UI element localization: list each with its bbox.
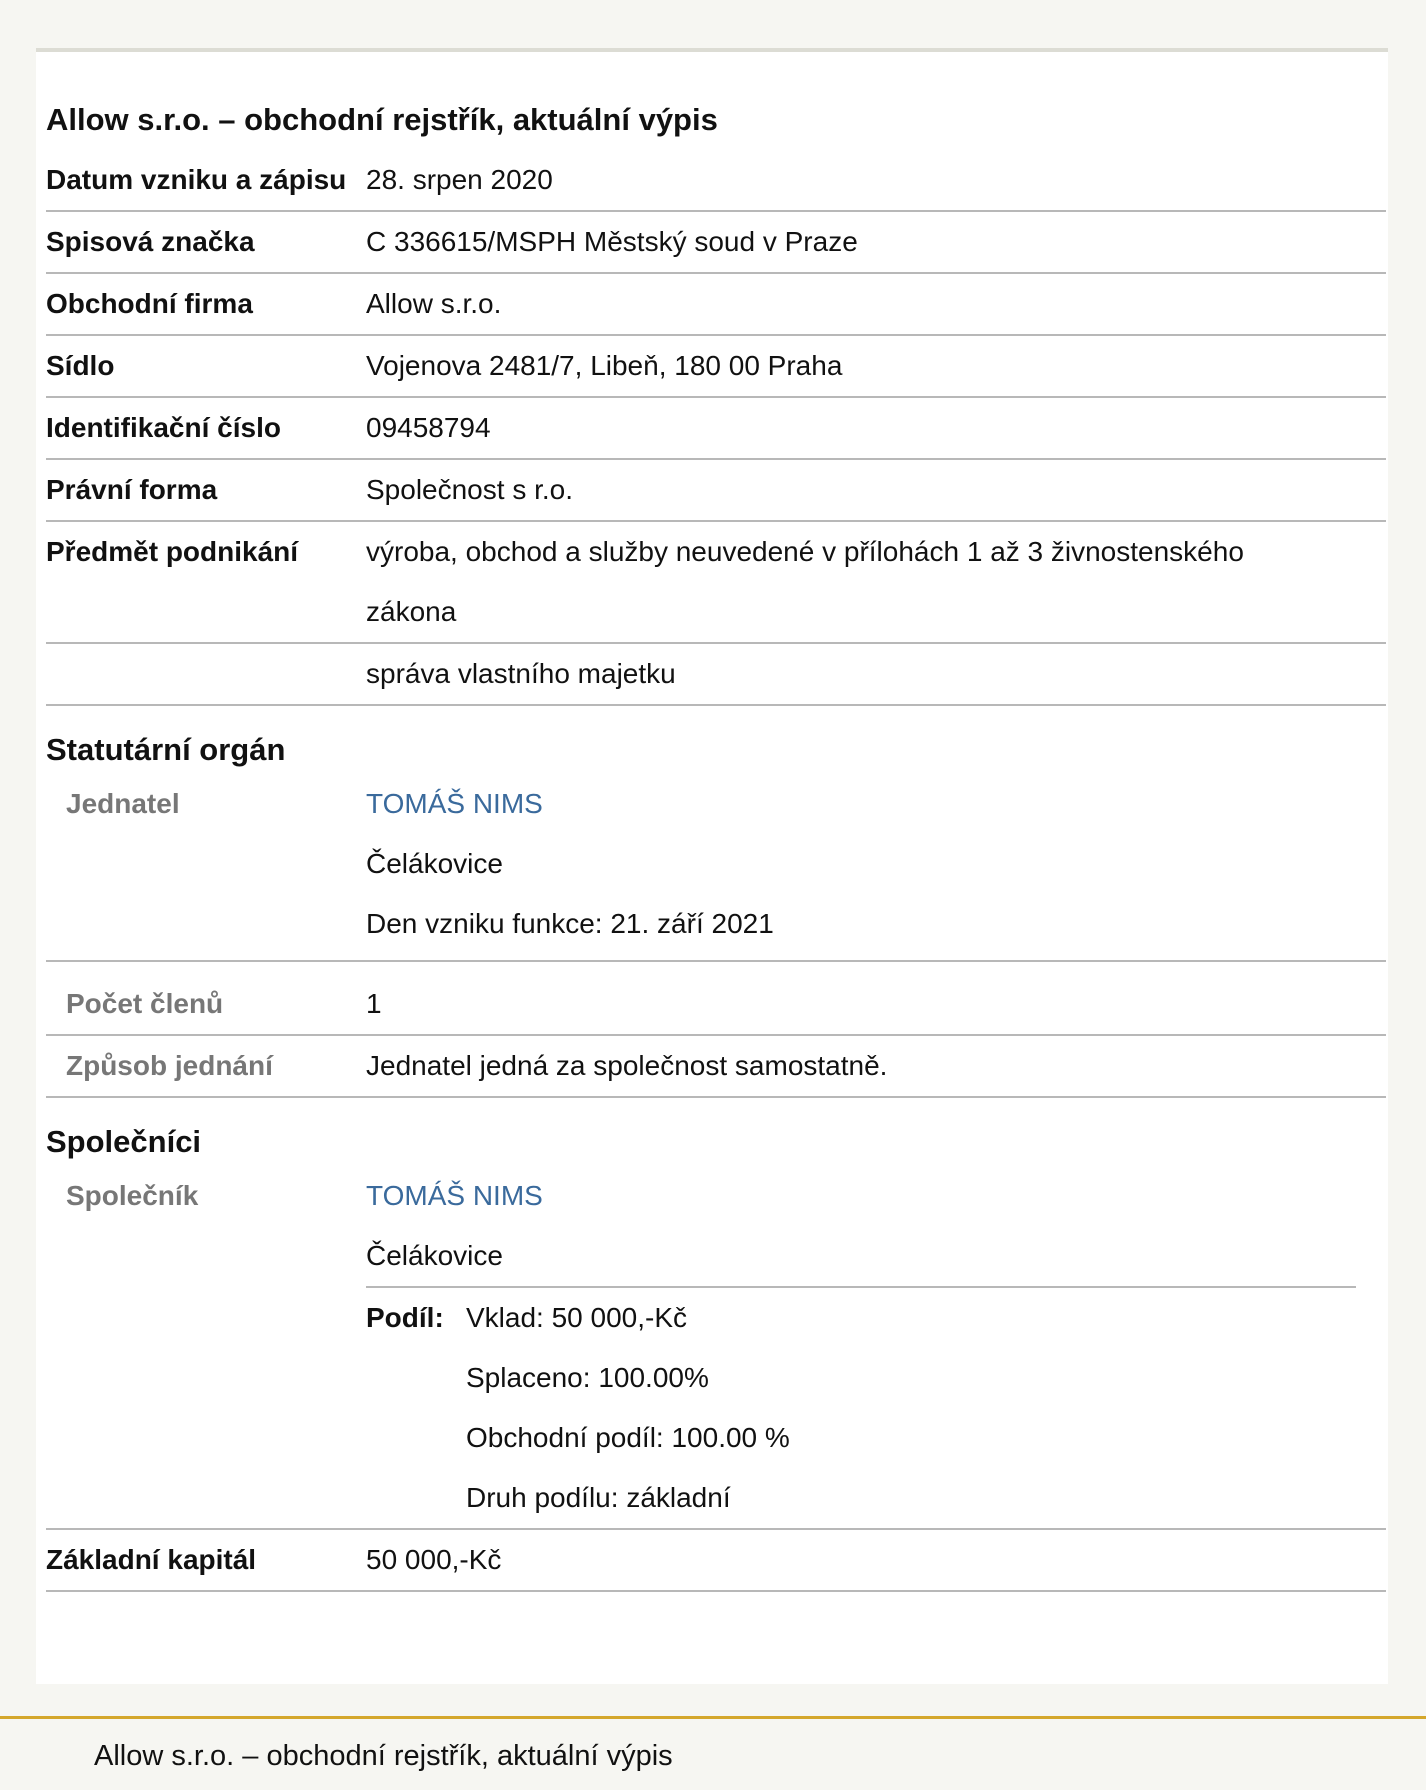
person-link[interactable]: TOMÁŠ NIMS xyxy=(366,1180,543,1211)
row-value: Jednatel jedná za společnost samostatně. xyxy=(366,1050,888,1081)
footer-divider xyxy=(0,1716,1426,1719)
row-sublabel: Počet členů xyxy=(66,988,224,1019)
share-type: Druh podílu: základní xyxy=(466,1482,731,1513)
row-datum-vzniku xyxy=(46,150,1386,212)
row-value xyxy=(366,774,1386,954)
row-predmet-podnikani xyxy=(46,522,1386,644)
row-value: 28. srpen 2020 xyxy=(366,164,553,195)
row-label: Obchodní firma xyxy=(46,288,253,319)
row-sublabel: Způsob jednání xyxy=(66,1050,273,1081)
row-predmet-podnikani-2 xyxy=(46,644,1386,706)
section-heading-spolecnici: Společníci xyxy=(46,1124,202,1159)
row-label xyxy=(46,644,366,704)
row-label: Identifikační číslo xyxy=(46,412,281,443)
person-link[interactable]: TOMÁŠ NIMS xyxy=(366,788,543,819)
row-zpusob-jednani xyxy=(46,1036,1386,1098)
row-jednatel xyxy=(46,774,1386,962)
person-city: Čelákovice xyxy=(366,848,503,879)
row-ico xyxy=(46,398,1386,460)
share-deposit: Vklad: 50 000,-Kč xyxy=(466,1302,688,1333)
share-label: Podíl: xyxy=(366,1302,444,1333)
row-value: C 336615/MSPH Městský soud v Praze xyxy=(366,226,858,257)
share-paid: Splaceno: 100.00% xyxy=(466,1362,709,1393)
row-label: Datum vzniku a zápisu xyxy=(46,164,347,195)
row-label: Právní forma xyxy=(46,474,218,505)
row-value: 1 xyxy=(366,988,382,1019)
row-value: správa vlastního majetku xyxy=(366,658,676,689)
row-value: Společnost s r.o. xyxy=(366,474,574,505)
row-label: Sídlo xyxy=(46,350,115,381)
footer-text: Allow s.r.o. – obchodní rejstřík, aktuální výpis xyxy=(94,1740,673,1772)
section-heading-statutarni: Statutární orgán xyxy=(46,732,286,767)
row-value: Allow s.r.o. xyxy=(366,288,502,319)
row-label: Předmět podnikání xyxy=(46,536,299,567)
share-details xyxy=(466,1288,790,1528)
row-pocet-clenu xyxy=(46,962,1386,1036)
row-label: Spisová značka xyxy=(46,226,255,257)
row-pravni-forma xyxy=(46,460,1386,522)
share-block xyxy=(366,1288,1386,1528)
row-sublabel: Společník xyxy=(66,1180,199,1211)
row-value: výroba, obchod a služby neuvedené v přílohách 1 až 3 živnostenského zákona xyxy=(366,536,1244,627)
row-sublabel: Jednatel xyxy=(66,788,180,819)
row-label: Základní kapitál xyxy=(46,1544,257,1575)
row-value xyxy=(366,1166,1386,1528)
registry-table xyxy=(46,150,1386,1592)
row-sidlo xyxy=(46,336,1386,398)
row-zakladni-kapital xyxy=(46,1530,1386,1592)
row-value: 09458794 xyxy=(366,412,491,443)
function-since: Den vzniku funkce: 21. září 2021 xyxy=(366,908,774,939)
page-title: Allow s.r.o. – obchodní rejstřík, aktuální výpis xyxy=(46,102,718,137)
row-spisova-znacka xyxy=(46,212,1386,274)
row-obchodni-firma xyxy=(46,274,1386,336)
share-percent: Obchodní podíl: 100.00 % xyxy=(466,1422,790,1453)
row-spolecnik xyxy=(46,1166,1386,1530)
row-value: Vojenova 2481/7, Libeň, 180 00 Praha xyxy=(366,350,843,381)
person-city: Čelákovice xyxy=(366,1240,503,1271)
row-value: 50 000,-Kč xyxy=(366,1544,502,1575)
